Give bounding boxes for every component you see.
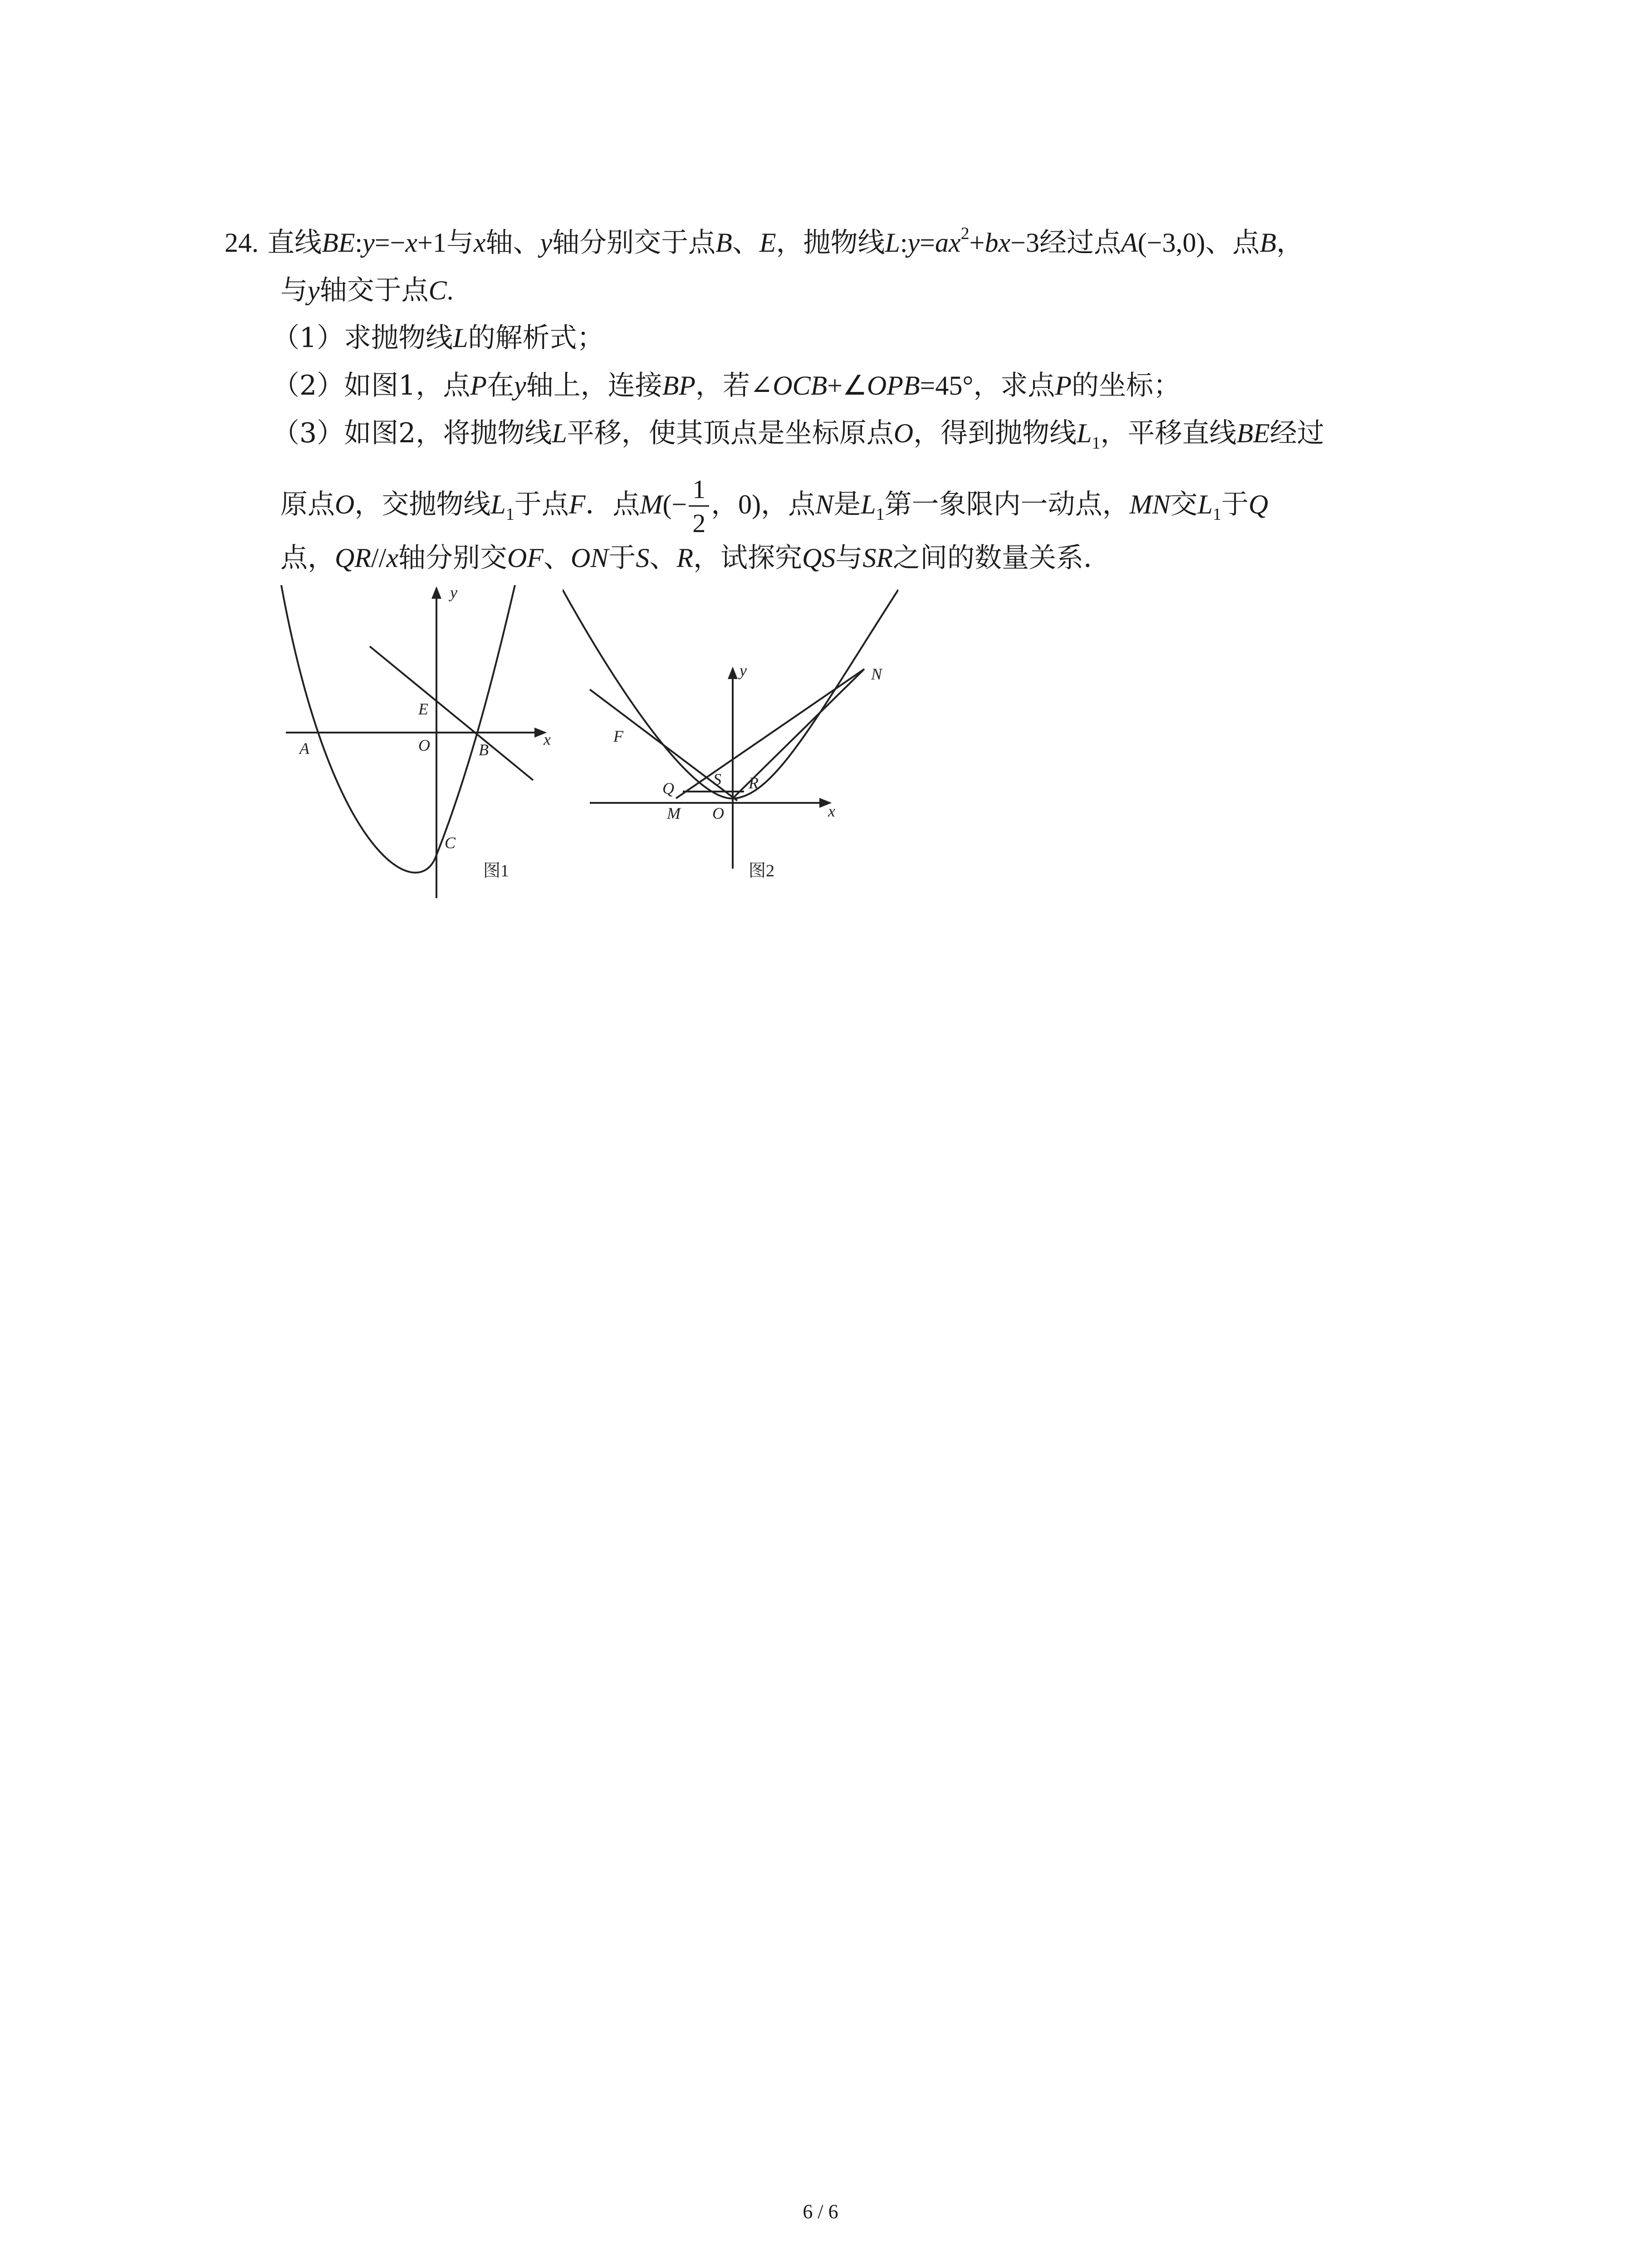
math-var: N	[815, 489, 834, 520]
math-var: BE	[322, 228, 355, 258]
fig1-label-o: O	[418, 736, 430, 754]
math-var: x	[386, 543, 398, 573]
fig1-caption: 图1	[483, 861, 509, 880]
math-var: y	[540, 228, 553, 258]
text: ，得到抛物线	[913, 417, 1077, 449]
math-var: E	[759, 228, 776, 258]
problem-number: 24.	[225, 228, 259, 258]
text: ．点	[585, 489, 640, 521]
math-var: bx	[985, 228, 1011, 258]
text: （3）如图2，将抛物线	[272, 417, 552, 449]
text: 轴、	[485, 227, 540, 259]
text: :	[900, 228, 908, 258]
text: 原点	[280, 489, 335, 521]
text: 于点	[514, 489, 569, 521]
text: +	[969, 228, 985, 258]
math-var: y	[308, 275, 320, 305]
text: (−	[662, 489, 687, 520]
fig1-label-b: B	[479, 741, 489, 759]
fig2-label-x: x	[828, 802, 835, 820]
math-var: P	[1055, 371, 1072, 401]
math-var: OF	[507, 543, 544, 573]
math-var: L	[453, 323, 468, 353]
math-var: y	[362, 228, 375, 258]
text: （2）如图1，点	[272, 370, 470, 401]
text: 轴上，连接	[526, 370, 662, 401]
math-var: S	[636, 543, 650, 573]
text: 于	[1221, 489, 1249, 521]
page-number: 6 / 6	[803, 2200, 838, 2223]
fig1-y-arrow	[433, 589, 440, 598]
text: 是	[833, 489, 861, 521]
fig1-label-x: x	[544, 730, 551, 748]
fig2-label-m: M	[667, 804, 681, 822]
math-var: P	[470, 371, 487, 401]
fig2-label-n: N	[871, 665, 882, 683]
math-var: B	[1259, 228, 1277, 258]
math-var: L	[552, 418, 567, 448]
fig2-parabola	[563, 590, 898, 798]
text: 直线	[267, 227, 322, 259]
fig2-caption: 图2	[749, 861, 775, 880]
fig2-label-s: S	[713, 770, 721, 788]
text: 、	[732, 227, 759, 259]
text: =45°，求点	[920, 371, 1055, 401]
fig1-line-be	[370, 646, 533, 780]
text: 之间的数量关系．	[892, 542, 1111, 574]
math-var: C	[428, 275, 447, 305]
math-var: L	[490, 489, 506, 520]
text: ，0)，点	[711, 489, 816, 520]
part-3-line-b	[280, 476, 1268, 537]
text: 与	[835, 542, 863, 574]
fraction-denominator: 2	[692, 508, 706, 538]
text: 轴分别交于点	[552, 227, 716, 259]
subscript: 1	[1092, 434, 1101, 453]
math-var: QS	[802, 543, 836, 573]
math-var: OPB	[867, 371, 920, 401]
text: 在	[487, 370, 514, 401]
text: =	[920, 228, 935, 258]
part-3-line-a	[272, 415, 1324, 451]
text: 的坐标；	[1072, 370, 1181, 401]
fig2-y-arrow	[729, 669, 736, 678]
fig1-parabola	[281, 585, 515, 873]
text: +∠	[827, 371, 867, 401]
math-var: x	[473, 228, 486, 258]
text: 、	[543, 542, 571, 574]
text: 轴交于点	[319, 274, 429, 306]
math-var: M	[640, 489, 663, 520]
fig1-label-a: A	[299, 739, 309, 758]
part-1	[272, 320, 604, 356]
figure-2	[563, 585, 898, 898]
math-var: Q	[1248, 489, 1269, 520]
text: 第一象限内一动点，	[884, 489, 1130, 521]
math-var: O	[893, 418, 914, 448]
exponent: 2	[960, 224, 970, 243]
math-var: F	[568, 489, 586, 520]
math-var: x	[405, 228, 418, 258]
math-var: R	[676, 543, 693, 573]
text: (−3,0)、点	[1137, 228, 1260, 258]
math-var: L	[885, 228, 900, 258]
text: 轴分别交	[398, 542, 507, 574]
math-var: B	[715, 228, 732, 258]
text: //	[371, 543, 387, 573]
fig1-x-arrow	[535, 729, 544, 736]
math-var: OCB	[773, 371, 828, 401]
text: ，试探究	[693, 542, 802, 574]
text: :	[355, 228, 363, 258]
part-3-line-c	[280, 540, 1111, 576]
math-var: ON	[570, 543, 609, 573]
text: 平移，使其顶点是坐标原点	[567, 417, 894, 449]
math-var: L	[861, 489, 876, 520]
math-var: BP	[662, 371, 696, 401]
text: 点，	[280, 542, 335, 574]
math-var: ax	[935, 228, 961, 258]
text: 与	[280, 274, 308, 306]
math-var: QR	[335, 543, 371, 573]
fig1-label-e: E	[418, 700, 428, 718]
math-var: O	[335, 489, 355, 520]
problem-line-2	[280, 272, 454, 308]
math-var: y	[907, 228, 920, 258]
text: 于	[608, 542, 636, 574]
fig2-label-f: F	[613, 727, 623, 745]
math-var: BE	[1236, 418, 1270, 448]
text: 交	[1170, 489, 1198, 521]
fig1-label-y: y	[450, 585, 457, 601]
text: 、	[649, 542, 677, 574]
fraction	[689, 476, 709, 537]
fig2-label-q: Q	[662, 779, 674, 797]
text: −3经过点	[1010, 228, 1121, 258]
math-var: y	[514, 371, 526, 401]
math-var: A	[1121, 228, 1138, 258]
subscript: 1	[1212, 505, 1221, 524]
part-2	[272, 367, 1181, 404]
fig2-label-y: y	[740, 661, 747, 679]
text: ，若∠	[695, 370, 773, 401]
fig1-label-c: C	[445, 834, 456, 852]
text: 经过	[1269, 417, 1324, 449]
math-var: SR	[862, 543, 893, 573]
text: ，	[1276, 227, 1304, 259]
text: ，抛物线	[776, 227, 885, 259]
text: 的解析式；	[468, 322, 604, 354]
math-var: L	[1197, 489, 1213, 520]
text: （1）求抛物线	[272, 322, 453, 354]
text: ，平移直线	[1100, 417, 1237, 449]
fig2-label-o: O	[712, 804, 724, 822]
math-var: MN	[1129, 489, 1171, 520]
fraction-numerator: 1	[689, 476, 709, 507]
fig2-label-r: R	[749, 774, 759, 792]
subscript: 1	[505, 505, 514, 524]
text: =−	[374, 228, 406, 258]
text: +1与	[417, 228, 474, 258]
text: .	[446, 275, 454, 305]
text: ，交抛物线	[354, 489, 491, 521]
problem-line-1	[225, 225, 1303, 261]
math-var: L	[1077, 418, 1092, 448]
subscript: 1	[876, 505, 885, 524]
figure-1	[277, 585, 558, 898]
